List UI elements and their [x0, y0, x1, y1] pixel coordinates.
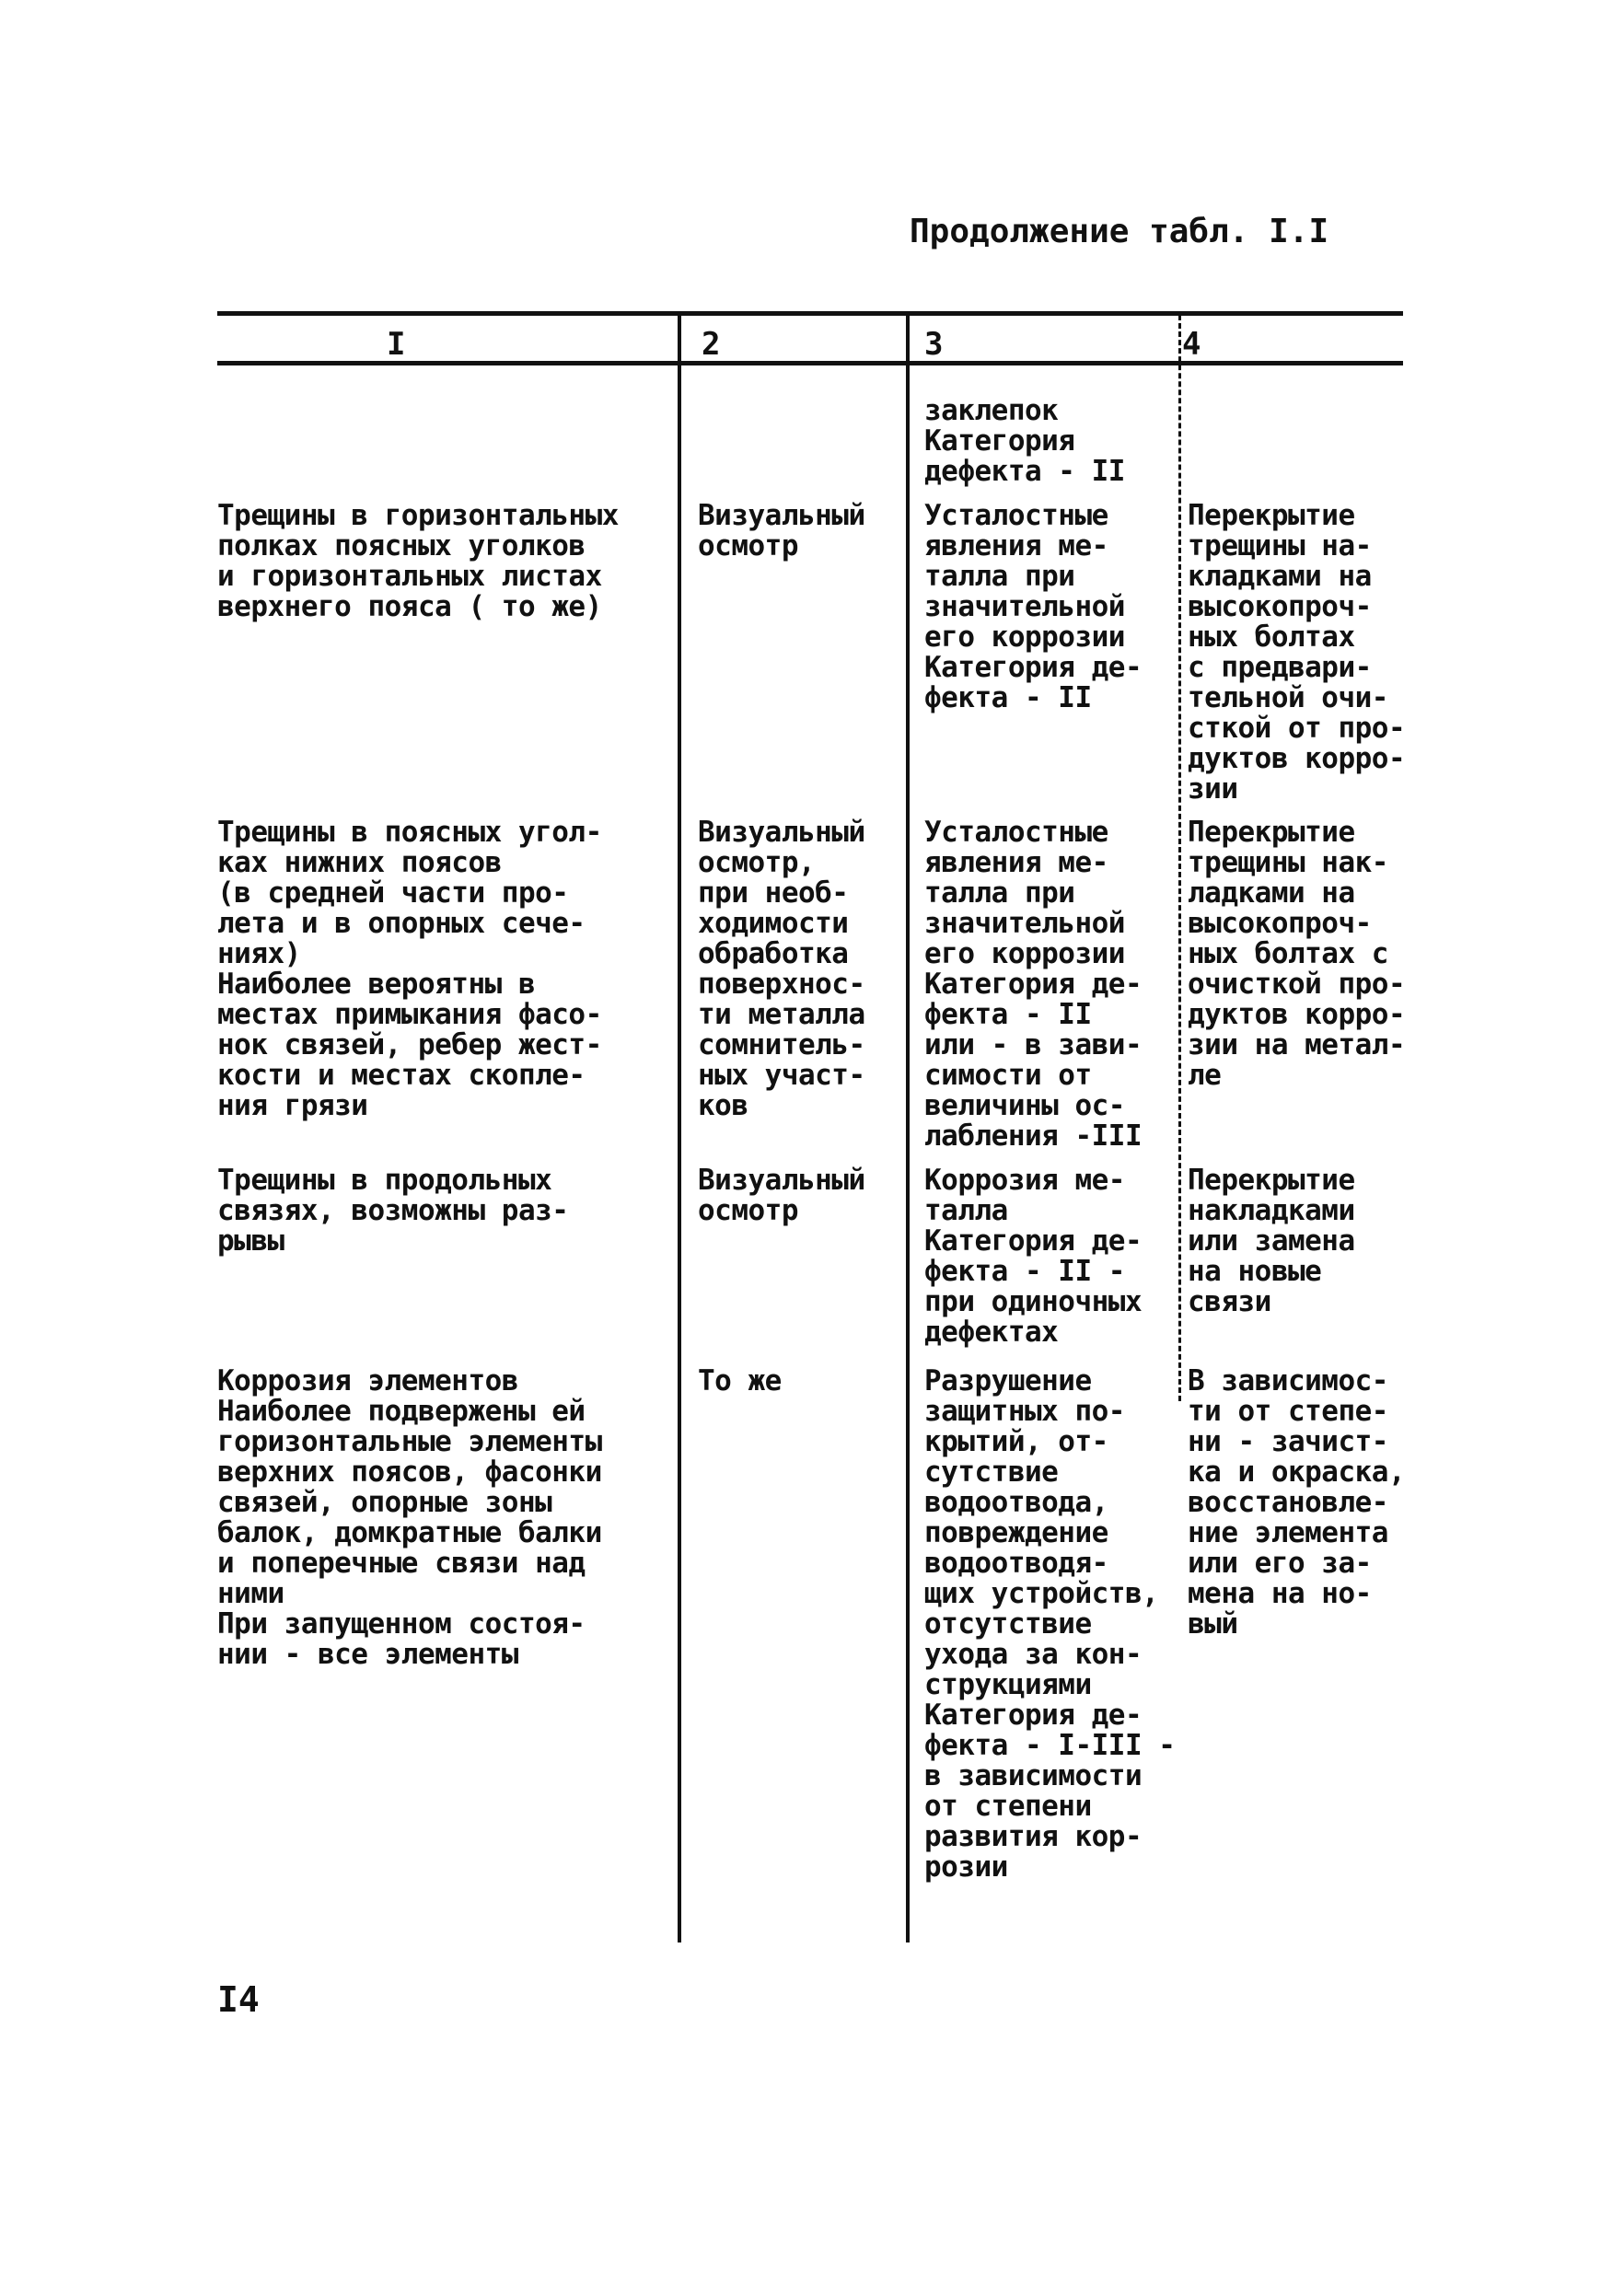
table-cell: Трещины в продольных связях, возможны раз- рывы: [217, 1164, 569, 1258]
table-cell: Усталостные явления ме- талла при значительной его коррозии Категория де- фекта - II: [924, 499, 1143, 714]
column-separator-1: [678, 315, 681, 1942]
table-cell: Усталостные явления ме- талла при значительной его коррозии Категория де- фекта - II или - в зави- симости от величины ос- лабления -III: [924, 816, 1143, 1153]
table-cell: Перекрытие трещины нак- ладками на высокопроч- ных болтах с очисткой про- дуктов корро- зии на метал- ле: [1188, 816, 1406, 1092]
page-number: I4: [217, 1979, 260, 2020]
table-cell: Коррозия элементов Наиболее подвержены ей горизонтальные элементы верхних поясов, фасонки связей, опорные зоны балок, домкратные балки и поперечные связи над ними При запущенном состоя- нии - все элементы: [217, 1364, 602, 1671]
table-cell: Визуальный осмотр: [698, 1164, 865, 1227]
table-cell: Коррозия ме- талла Категория де- фекта - II - при одиночных дефектах: [924, 1164, 1143, 1349]
table-cell: Перекрытие трещины на- кладками на высокопроч- ных болтах с предвари- тельной очи- сткой от про- дуктов корро- зии: [1188, 499, 1406, 806]
table-cell: Визуальный осмотр: [698, 499, 865, 562]
table-cell: заклепок Категория дефекта - II: [924, 394, 1125, 488]
table-top-rule: [217, 311, 1403, 316]
table-cell: Трещины в поясных угол- ках нижних поясов (в средней части про- лета и в опорных сече- ниях) Наиболее вероятны в местах примыкания фасо- нок связей, ребер жест- кости и местах скопле- ния грязи: [217, 816, 602, 1122]
column-header-3: 3: [924, 326, 944, 363]
table-cell: Трещины в горизонтальных полках поясных уголков и горизонтальных листах верхнего пояса ( то же): [217, 499, 619, 623]
table-cell: Разрушение защитных по- крытий, от- сутствие водоотвода, повреждение водоотводя- щих устройств, отсутствие ухода за кон- струкциями Категория де- фекта - I-III - в зависимости от степени развития кор- розии: [924, 1364, 1176, 1884]
table-caption: Продолжение табл. I.I: [910, 213, 1329, 250]
column-header-1: I: [387, 326, 406, 363]
table-cell: В зависимос- ти от степе- ни - зачист- ка и окраска, восстановле- ние элемента или его за- мена на но- вый: [1188, 1364, 1406, 1641]
table-cell: Перекрытие накладками или замена на новые связи: [1188, 1164, 1355, 1318]
table-cell: То же: [698, 1364, 782, 1397]
table-cell: Визуальный осмотр, при необ- ходимости обработка поверхнос- ти металла сомнитель- ных участ- ков: [698, 816, 865, 1122]
column-header-4: 4: [1182, 326, 1201, 363]
column-header-2: 2: [702, 326, 721, 363]
